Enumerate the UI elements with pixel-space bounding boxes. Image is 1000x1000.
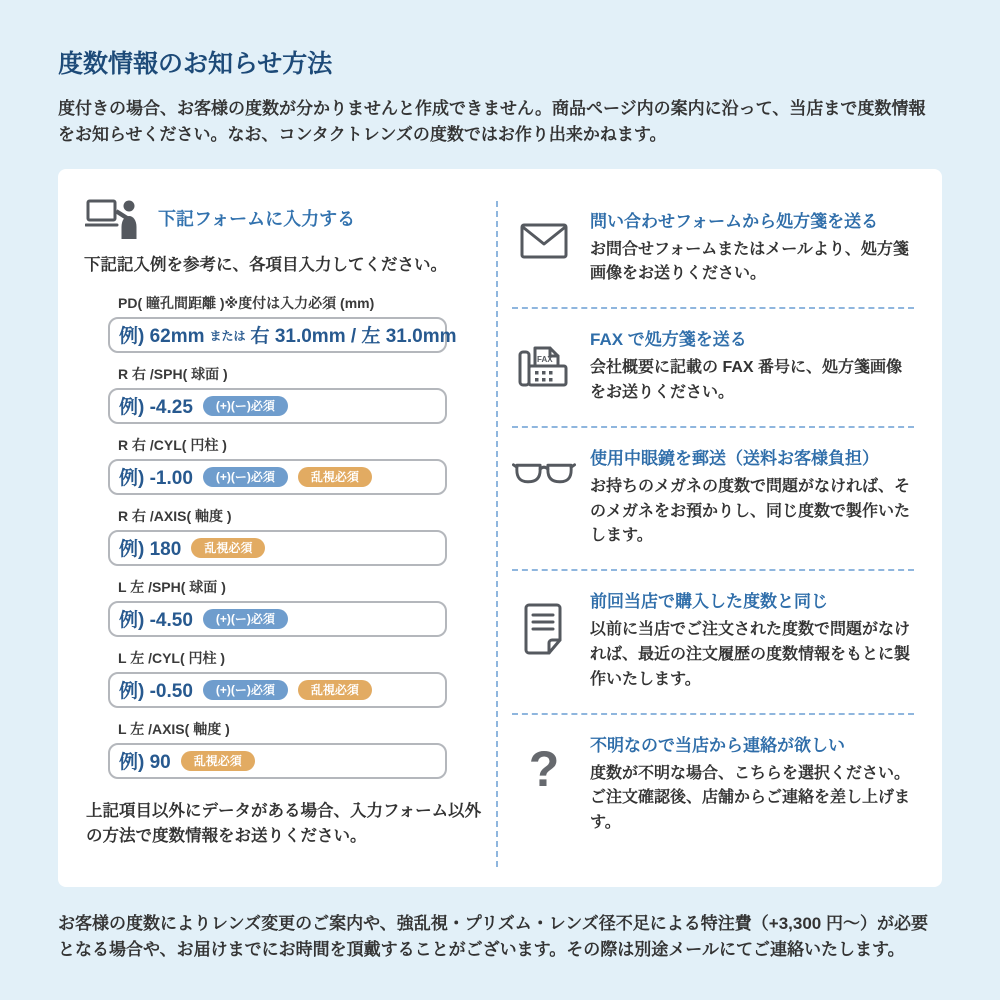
method-contact-form <box>512 191 914 310</box>
example-value: 例) 90 <box>119 752 171 774</box>
method-body: 会社概要に記載の FAX 番号に、処方箋画像をお送りください。 <box>590 359 903 402</box>
info-card <box>58 169 942 887</box>
page-title: 度数情報のお知らせ方法 <box>58 50 333 78</box>
glasses-icon <box>512 444 576 549</box>
form-instruction: 下記記入例を参考に、各項目入力してください。 <box>84 255 447 274</box>
field-label-r-axis: R 右 /AXIS( 軸度 ) <box>118 507 232 524</box>
example-input-r-cyl <box>108 459 447 495</box>
question-mark-glyph: ? <box>528 740 560 797</box>
example-value: 例) -1.00 <box>119 468 193 490</box>
example-value: 例) 180 <box>119 539 182 561</box>
method-unknown-contact <box>512 715 914 856</box>
method-text <box>590 587 914 692</box>
example-input-r-sph <box>108 388 447 424</box>
example-input-l-cyl <box>108 672 447 708</box>
fax-icon <box>512 325 576 406</box>
form-note: 上記項目以外にデータがある場合、入力フォーム以外の方法で度数情報をお送りください。 <box>86 801 482 846</box>
form-header <box>84 197 496 239</box>
plus-minus-required-badge: (+)(ー)必須 <box>203 680 288 700</box>
field-r-cyl <box>108 435 496 495</box>
example-conjunction: または <box>209 329 246 344</box>
method-body: お問合せフォームまたはメールより、処方箋画像をお送りください。 <box>590 240 909 283</box>
field-r-axis <box>108 506 496 566</box>
method-text <box>590 444 914 549</box>
plus-minus-required-badge: (+)(ー)必須 <box>203 609 288 629</box>
document-icon <box>512 587 576 692</box>
person-at-computer-icon <box>84 197 142 239</box>
astigmatism-required-badge: 乱視必須 <box>298 680 372 700</box>
example-input-l-axis <box>108 743 447 779</box>
form-example-column <box>58 191 496 887</box>
field-label-l-sph: L 左 /SPH( 球面 ) <box>118 578 226 595</box>
field-pd <box>108 293 496 353</box>
field-r-sph <box>108 364 496 424</box>
field-l-cyl <box>108 648 496 708</box>
field-label-r-cyl: R 右 /CYL( 円柱 ) <box>118 436 227 453</box>
example-input-l-sph <box>108 601 447 637</box>
astigmatism-required-badge: 乱視必須 <box>181 751 255 771</box>
method-body: お持ちのメガネの度数で問題がなければ、そのメガネをお預かりし、同じ度数で製作いたします。 <box>590 477 911 545</box>
method-text <box>590 325 914 406</box>
field-l-axis <box>108 719 496 779</box>
fax-icon-label: FAX <box>537 355 553 365</box>
field-l-sph <box>108 577 496 637</box>
example-input-r-axis <box>108 530 447 566</box>
intro-paragraph: 度付きの場合、お客様の度数が分かりませんと作成できません。商品ページ内の案内に沿って、当店まで度数情報をお知らせください。なお、コンタクトレンズの度数ではお作り出来かねます。 <box>58 99 926 145</box>
method-body: 以前に当店でご注文された度数で問題がなければ、最近の注文履歴の度数情報をもとに製作いたします。 <box>590 621 911 688</box>
example-input-pd <box>108 317 457 353</box>
method-text <box>590 207 914 288</box>
example-value: 例) -0.50 <box>119 681 193 703</box>
method-heading: 問い合わせフォームから処方箋を送る <box>590 211 879 231</box>
example-value: 例) -4.25 <box>119 397 193 419</box>
method-heading: 不明なので当店から連絡が欲しい <box>590 735 845 755</box>
question-mark-icon <box>512 731 576 836</box>
footer-note: お客様の度数によりレンズ変更のご案内や、強乱視・プリズム・レンズ径不足による特注費（+3,300 円～）が必要となる場合や、お届けまでにお時間を頂戴することがございます。その際は別途メールにてご連絡いたします。 <box>58 913 928 960</box>
example-value: 例) -4.50 <box>119 610 193 632</box>
envelope-icon <box>512 207 576 288</box>
method-previous-order <box>512 571 914 714</box>
field-label-l-cyl: L 左 /CYL( 円柱 ) <box>118 649 226 666</box>
astigmatism-required-badge: 乱視必須 <box>298 467 372 487</box>
example-value-2: 右 31.0mm / 左 31.0mm <box>250 326 457 348</box>
plus-minus-required-badge: (+)(ー)必須 <box>203 467 288 487</box>
method-heading: 前回当店で購入した度数と同じ <box>590 592 828 612</box>
method-text <box>590 731 914 836</box>
method-fax <box>512 309 914 428</box>
field-label-l-axis: L 左 /AXIS( 軸度 ) <box>118 720 230 737</box>
field-label-r-sph: R 右 /SPH( 球面 ) <box>118 365 228 382</box>
form-heading: 下記フォームに入力する <box>158 208 356 229</box>
method-heading: FAX で処方箋を送る <box>590 330 747 350</box>
method-heading: 使用中眼鏡を郵送（送料お客様負担） <box>590 448 879 468</box>
example-value: 例) 62mm <box>119 326 205 348</box>
method-mail-glasses <box>512 428 914 571</box>
plus-minus-required-badge: (+)(ー)必須 <box>203 396 288 416</box>
astigmatism-required-badge: 乱視必須 <box>191 538 265 558</box>
methods-column <box>498 191 942 887</box>
method-body: 度数が不明な場合、こちらを選択ください。ご注文確認後、店舗からご連絡を差し上げます。 <box>590 764 911 832</box>
field-label-pd: PD( 瞳孔間距離 )※度付は入力必須 (mm) <box>118 294 375 311</box>
